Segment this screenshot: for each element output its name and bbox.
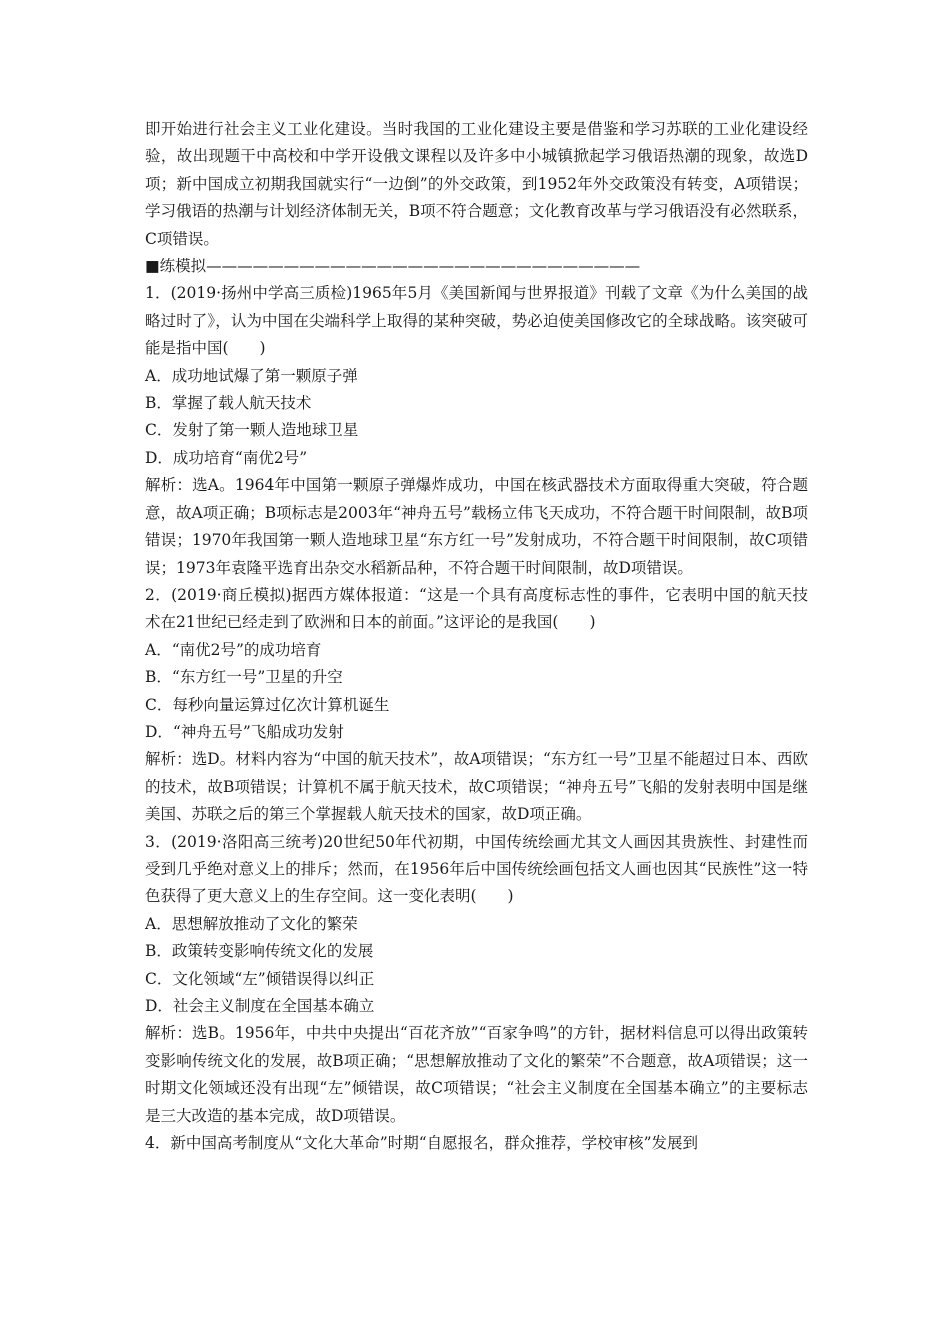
question-stem: 3．(2019·洛阳高三统考)20世纪50年代初期，中国传统绘画尤其文人画因其贵族性、封建性而受到几乎绝对意义上的排斥；然而，在1956年后中国传统绘画包括文人画也因其“民族性”这一特色获得了更大意义上的生存空间。这一变化表明( )	[145, 832, 808, 906]
option-b: B．掌握了载人航天技术	[145, 394, 312, 413]
option-a: A．思想解放推动了文化的繁荣	[145, 914, 358, 933]
option-a: A．“南优2号”的成功培育	[145, 640, 322, 659]
option-b: B．政策转变影响传统文化的发展	[145, 942, 374, 961]
question-1	[145, 280, 808, 581]
option-d: D．“神舟五号”飞船成功发射	[145, 722, 344, 741]
section-header-practice-mock: ■练模拟————————————————————————————	[145, 257, 641, 276]
answer-analysis: 解析：选D。材料内容为“中国的航天技术”，故A项错误；“东方红一号”卫星不能超过日本、西欧的技术，故B项错误；计算机不属于航天技术，故C项错误；“神舟五号”飞船的发射表明中国是继美国、苏联之后的第三个掌握载人航天技术的国家，故D项正确。	[145, 750, 808, 824]
page-body	[145, 116, 808, 1157]
question-4	[145, 1130, 808, 1157]
option-c: C．文化领域“左”倾错误得以纠正	[145, 969, 375, 988]
previous-analysis-continuation: 即开始进行社会主义工业化建设。当时我国的工业化建设主要是借鉴和学习苏联的工业化建设经验，故出现题干中高校和中学开设俄文课程以及许多中小城镇掀起学习俄语热潮的现象，故选D项；新中国成立初期我国就实行“一边倒”的外交政策，到1952年外交政策没有转变，A项错误；学习俄语的热潮与计划经济体制无关，B项不符合题意；文化教育改革与学习俄语没有必然联系，C项错误。	[145, 120, 808, 248]
answer-analysis: 解析：选B。1956年，中共中央提出“百花齐放”“百家争鸣”的方针，据材料信息可以得出政策转变影响传统文化的发展，故B项正确；“思想解放推动了文化的繁荣”不合题意，故A项错误；这一时期文化领域还没有出现“左”倾错误，故C项错误；“社会主义制度在全国基本确立”的主要标志是三大改造的基本完成，故D项错误。	[145, 1024, 808, 1125]
option-d: D．社会主义制度在全国基本确立	[145, 997, 375, 1015]
question-stem: 1．(2019·扬州中学高三质检)1965年5月《美国新闻与世界报道》刊载了文章《为什么美国的战略过时了》，认为中国在尖端科学上取得的某种突破，势必迫使美国修改它的全球战略。该突破可能是指中国( )	[145, 284, 808, 358]
question-stem: 2．(2019·商丘模拟)据西方媒体报道：“这是一个具有高度标志性的事件，它表明中国的航天技术在21世纪已经走到了欧洲和日本的前面。”这评论的是我国( )	[145, 585, 808, 632]
question-stem: 4．新中国高考制度从“文化大革命”时期“自愿报名，群众推荐，学校审核”发展到	[145, 1134, 699, 1153]
option-a: A．成功地试爆了第一颗原子弹	[145, 366, 358, 385]
option-c: C．发射了第一颗人造地球卫星	[145, 421, 359, 440]
answer-analysis: 解析：选A。1964年中国第一颗原子弹爆炸成功，中国在核武器技术方面取得重大突破，符合题意，故A项正确；B项标志是2003年“神舟五号”载杨立伟飞天成功，不符合题干时间限制，故B项错误；1970年我国第一颗人造地球卫星“东方红一号”发射成功，不符合题干时间限制，故C项错误；1973年袁隆平选育出杂交水稻新品种，不符合题干时间限制，故D项错误。	[145, 476, 808, 577]
option-b: B．“东方红一号”卫星的升空	[145, 668, 343, 687]
question-3	[145, 829, 808, 1130]
question-2	[145, 582, 808, 829]
option-d: D．成功培育“南优2号”	[145, 448, 308, 467]
option-c: C．每秒向量运算过亿次计算机诞生	[145, 695, 390, 714]
